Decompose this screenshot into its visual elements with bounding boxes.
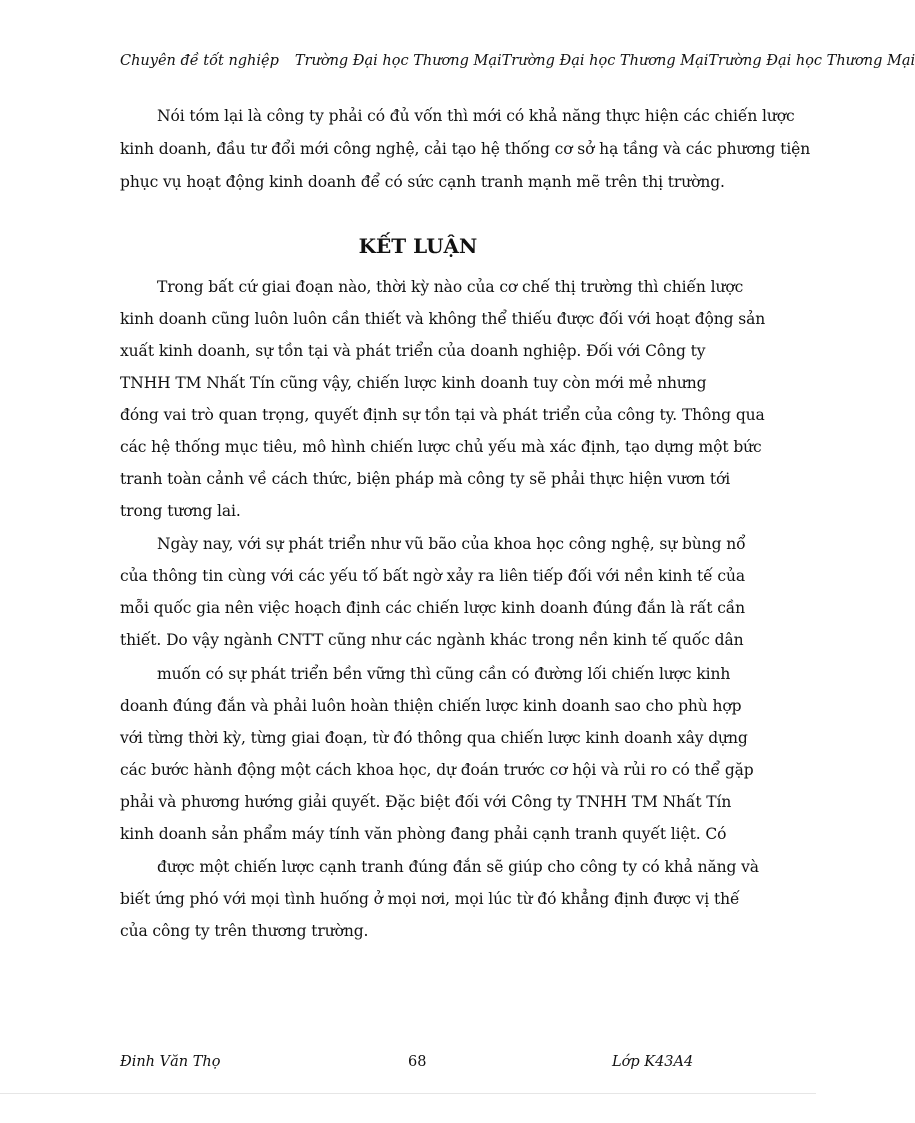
body-line: TNHH TM Nhất Tín cũng vậy, chiến lược kinh doanh tuy còn mới mẻ nhưng	[120, 374, 707, 392]
body-line: xuất kinh doanh, sự tồn tại và phát triển của doanh nghiệp. Đối với Công ty	[120, 342, 706, 360]
body-line: doanh đúng đắn và phải luôn hoàn thiện chiến lược kinh doanh sao cho phù hợp	[120, 697, 742, 715]
body-line: kinh doanh sản phẩm máy tính văn phòng đang phải cạnh tranh quyết liệt. Có	[120, 825, 727, 843]
header-course: Chuyên đề tốt nghiệp	[120, 53, 279, 69]
body-line: với từng thời kỳ, từng giai đoạn, từ đó thông qua chiến lược kinh doanh xây dựng	[120, 729, 748, 747]
body-line: phải và phương hướng giải quyết. Đặc biệt đối với Công ty TNHH TM Nhất Tín	[120, 793, 732, 811]
intro-line: Nói tóm lại là công ty phải có đủ vốn thì mới có khả năng thực hiện các chiến lược	[157, 107, 795, 125]
body-line: Ngày nay, với sự phát triển như vũ bão của khoa học công nghệ, sự bùng nổ	[157, 535, 746, 553]
body-line: của thông tin cùng với các yếu tố bất ngờ xảy ra liên tiếp đối với nền kinh tế của	[120, 567, 746, 585]
intro-line: phục vụ hoạt động kinh doanh để có sức cạnh tranh mạnh mẽ trên thị trường.	[120, 173, 725, 191]
page-header	[120, 53, 915, 69]
footer-author: Đinh Văn Thọ	[120, 1054, 221, 1070]
footer-class: Lớp K43A4	[612, 1054, 694, 1070]
body-line: các hệ thống mục tiêu, mô hình chiến lược chủ yếu mà xác định, tạo dựng một bức	[120, 438, 762, 456]
intro-line: kinh doanh, đầu tư đổi mới công nghệ, cải tạo hệ thống cơ sở hạ tầng và các phương tiện	[120, 140, 811, 158]
body-line: Trong bất cứ giai đoạn nào, thời kỳ nào của cơ chế thị trường thì chiến lược	[157, 278, 744, 296]
body-line: mỗi quốc gia nên việc hoạch định các chiến lược kinh doanh đúng đắn là rất cần	[120, 599, 746, 617]
body-line: thiết. Do vậy ngành CNTT cũng như các ngành khác trong nền kinh tế quốc dân	[120, 631, 744, 649]
body-line: trong tương lai.	[120, 502, 241, 520]
body-line: tranh toàn cảnh về cách thức, biện pháp mà công ty sẽ phải thực hiện vươn tới	[120, 470, 731, 488]
header-school: Trường Đại học Thương MạiTrường Đại học Thương MạiTrường Đại học Thương Mại	[294, 53, 915, 69]
body-line: đóng vai trò quan trọng, quyết định sự tồn tại và phát triển của công ty. Thông qua	[120, 406, 765, 424]
body-line: được một chiến lược cạnh tranh đúng đắn sẽ giúp cho công ty có khả năng và	[157, 858, 759, 876]
body-line: muốn có sự phát triển bền vững thì cũng cần có đường lối chiến lược kinh	[157, 665, 731, 683]
page-bottom-rule	[0, 1093, 816, 1094]
body-line: các bước hành động một cách khoa học, dự đoán trước cơ hội và rủi ro có thể gặp	[120, 761, 754, 779]
body-line: kinh doanh cũng luôn luôn cần thiết và không thể thiếu được đối với hoạt động sản	[120, 310, 766, 328]
section-heading: KẾT LUẬN	[358, 234, 478, 258]
body-line: biết ứng phó với mọi tình huống ở mọi nơi, mọi lúc từ đó khẳng định được vị thế	[120, 890, 740, 908]
footer-page-number: 68	[408, 1054, 427, 1070]
body-line: của công ty trên thương trường.	[120, 922, 369, 940]
